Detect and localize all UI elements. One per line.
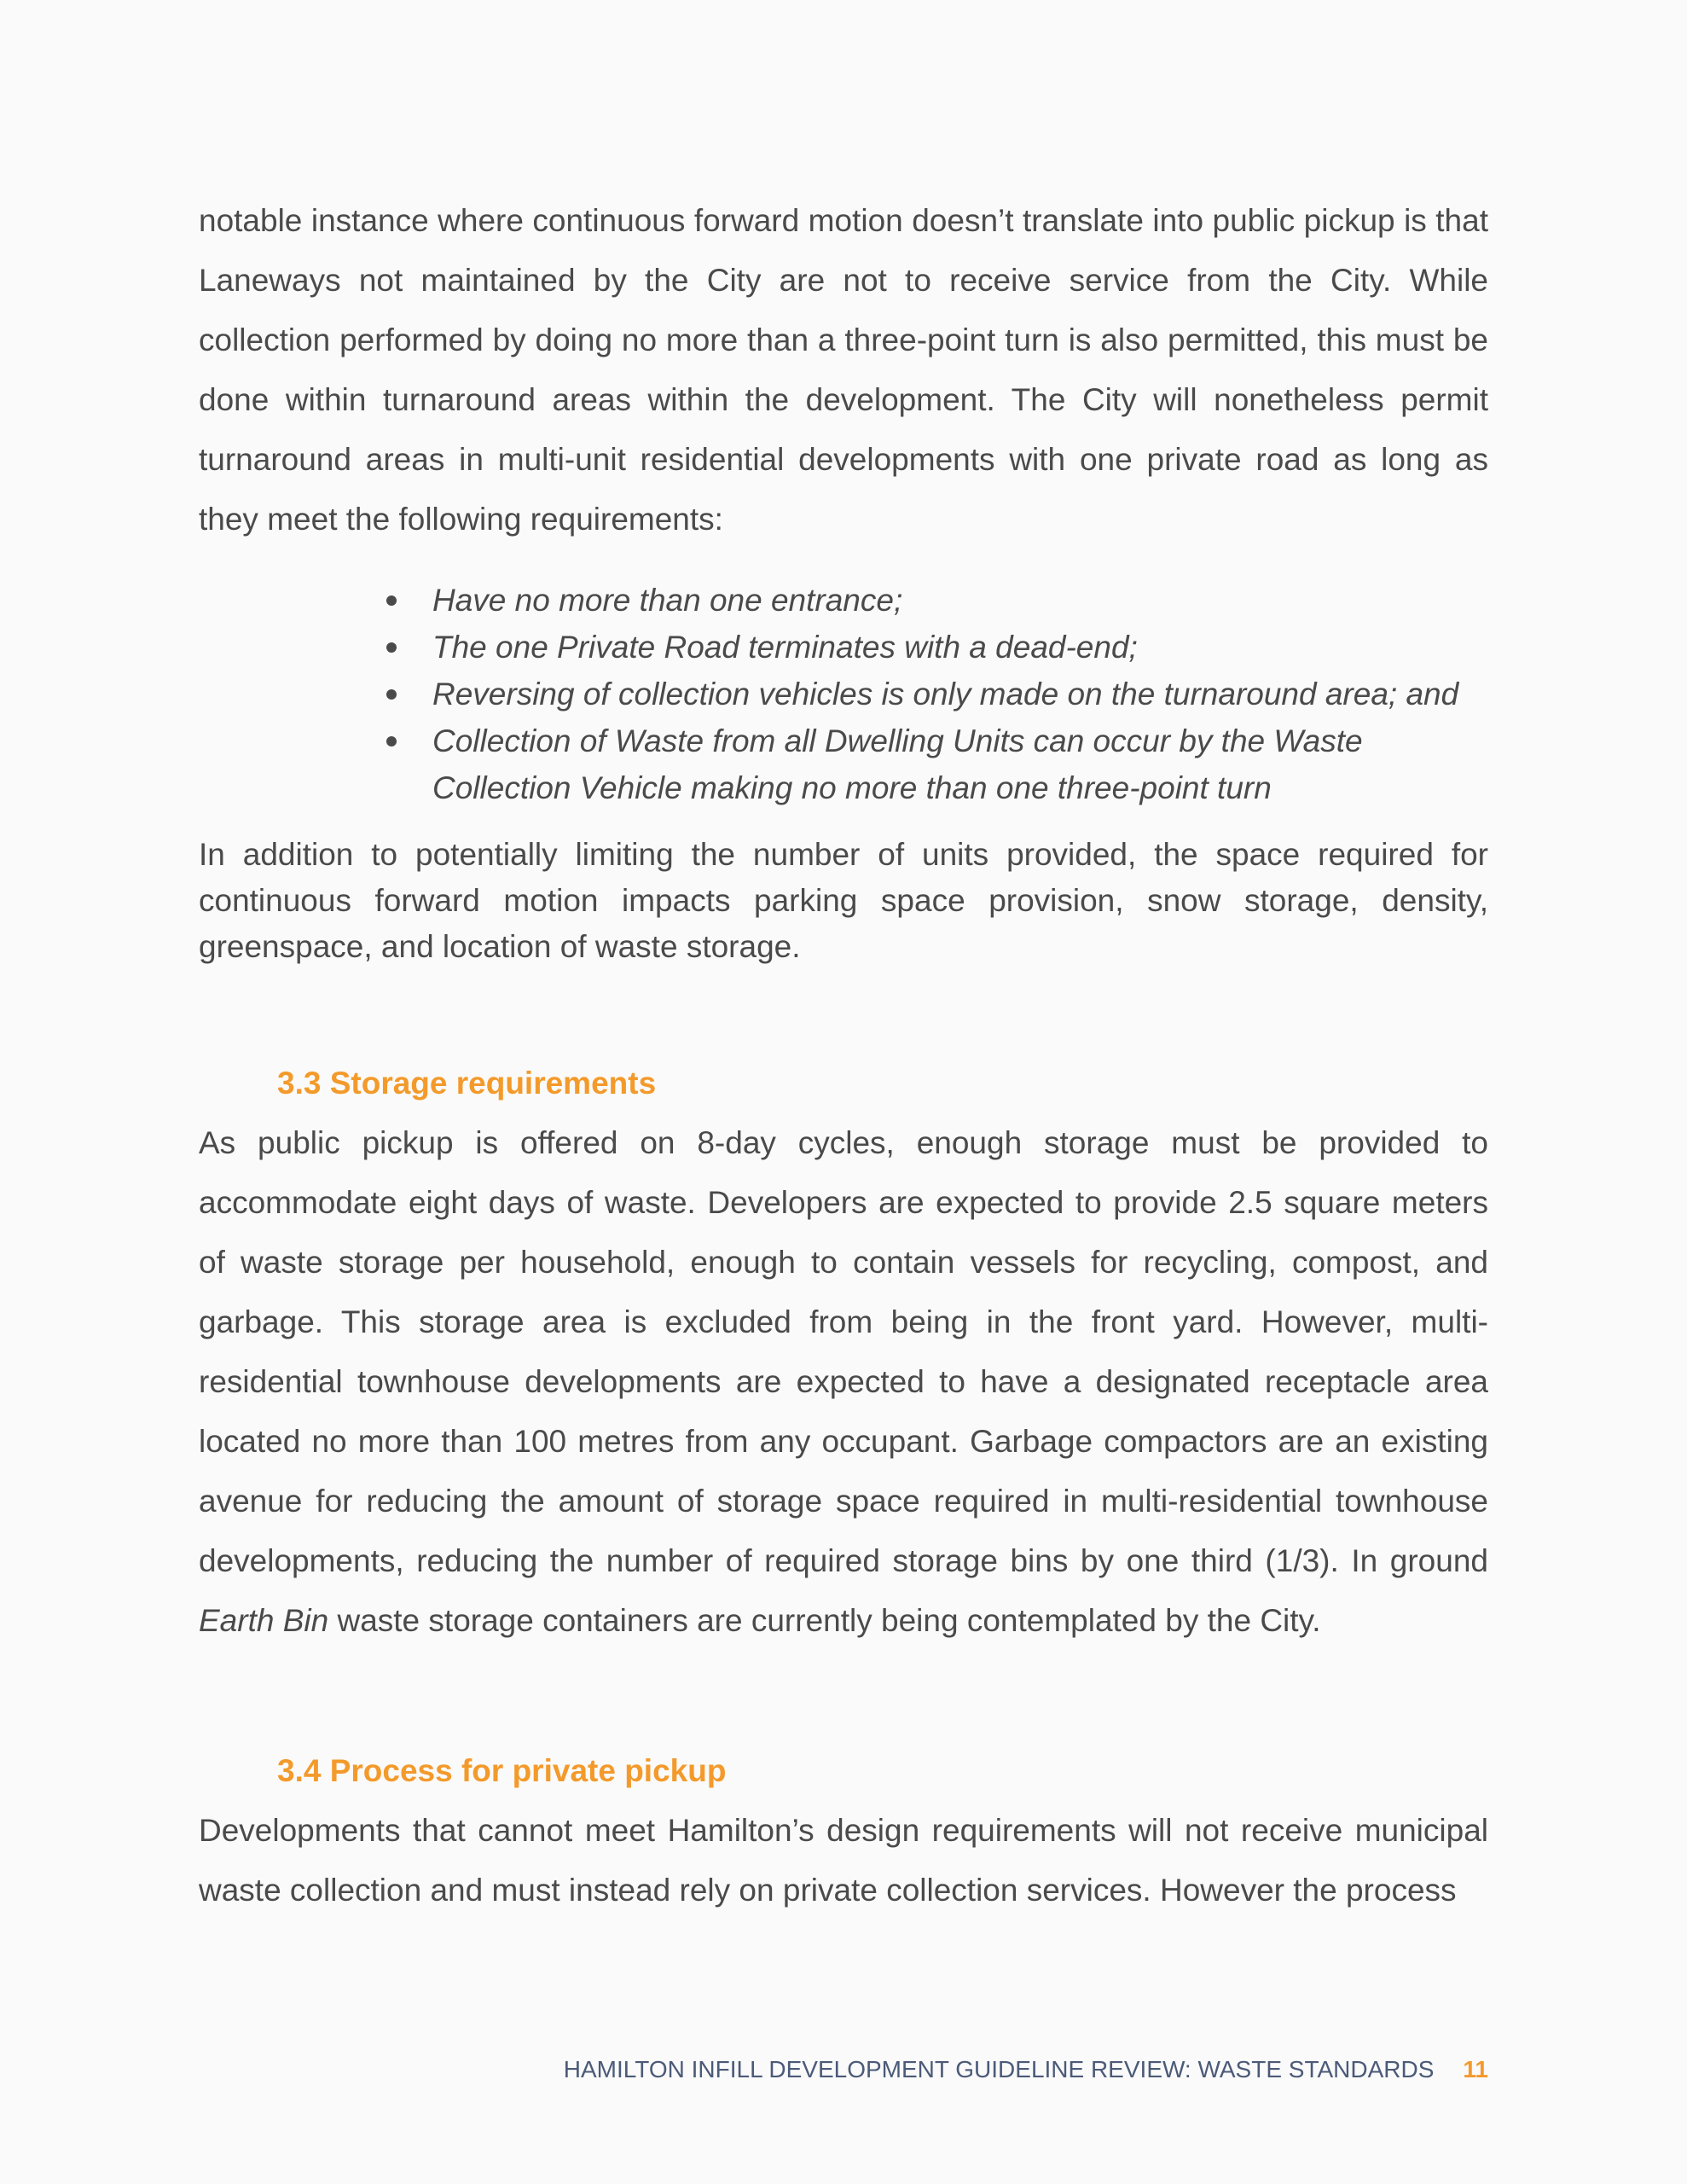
list-item: The one Private Road terminates with a dead-end; bbox=[432, 624, 1488, 671]
list-item: Reversing of collection vehicles is only made on the turnaround area; and bbox=[432, 671, 1488, 717]
paragraph-storage: As public pickup is offered on 8-day cycles, enough storage must be provided to accommodate eight days of waste. Developers are expected to provide 2.5 square meters of waste storage per household, enough to contain vessels for recycling, compost, and garbage. This storage area is excluded from being in the front yard. However, multi-residential townhouse developments are expected to have a designated receptacle area located no more than 100 metres from any occupant. Garbage compactors are an existing avenue for reducing the amount of storage space required in multi-residential townhouse developments, reducing the number of required storage bins by one third (1/3). In ground Earth Bin waste storage containers are currently being contemplated by the City. bbox=[199, 1125, 1488, 1638]
paragraph-turnaround: notable instance where continuous forward motion doesn’t translate into public pickup is that Laneways not maintained by the City are not to receive service from the City. While collection performed by doing no more than a three-point turn is also permitted, this must be done within turnaround areas within the development. The City will nonetheless permit turnaround areas in multi-unit residential developments with one private road as long as they meet the following requirements: bbox=[199, 203, 1488, 537]
bullet-icon bbox=[386, 595, 397, 606]
footer-title: HAMILTON INFILL DEVELOPMENT GUIDELINE REVIEW: WASTE STANDARDS bbox=[563, 2056, 1435, 2082]
earth-bin-term: Earth Bin bbox=[199, 1603, 329, 1638]
page-number: 11 bbox=[1463, 2056, 1488, 2082]
page-footer bbox=[564, 2053, 1488, 2087]
bullet-icon bbox=[386, 689, 397, 700]
paragraph-private-pickup: Developments that cannot meet Hamilton’s design requirements will not receive municipal waste collection and must instead rely on private collection services. However the process bbox=[199, 1813, 1488, 1908]
bullet-icon bbox=[386, 736, 397, 746]
section-heading-private-pickup: 3.4 Process for private pickup bbox=[277, 1753, 727, 1788]
document-page bbox=[199, 191, 1488, 1920]
section-heading-storage: 3.3 Storage requirements bbox=[277, 1066, 657, 1101]
paragraph-forward-motion: In addition to potentially limiting the number of units provided, the space required for continuous forward motion impacts parking space provision, snow storage, density, greenspace, and location of waste storage. bbox=[199, 837, 1488, 964]
bullet-icon bbox=[386, 642, 397, 653]
requirements-list bbox=[199, 577, 1488, 811]
list-item: Have no more than one entrance; bbox=[432, 577, 1488, 624]
list-item: Collection of Waste from all Dwelling Units can occur by the Waste Collection Vehicle making no more than one three-point turn bbox=[432, 717, 1488, 811]
